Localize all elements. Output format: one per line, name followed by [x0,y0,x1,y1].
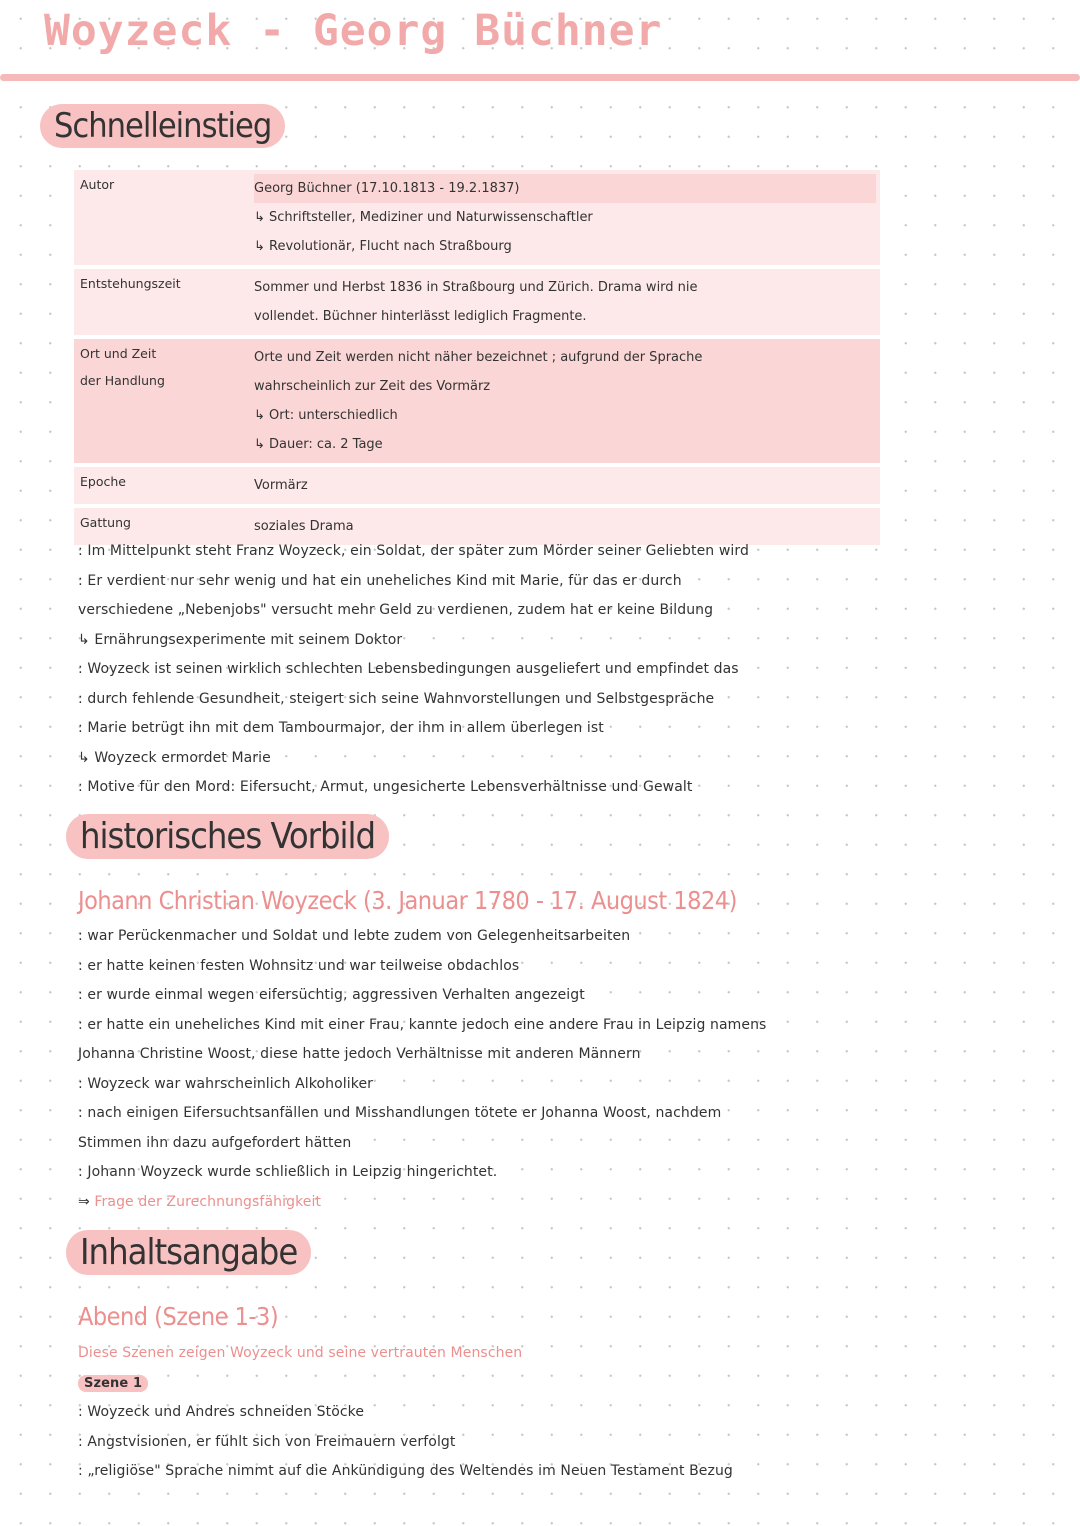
info-table [74,170,880,549]
note-line: verschiedene „Nebenjobs" versucht mehr Geld zu verdienen, zudem hat er keine Bildung [78,602,714,618]
note-line: ↳ Woyzeck ermordet Marie [78,749,271,766]
heading-label: Inhaltsangabe [66,1230,311,1275]
row-value: ↳ Dauer: ca. 2 Tage [254,437,383,452]
row-label: Epoche [80,474,126,489]
conclusion-text: Frage der Zurechnungsfähigkeit [94,1193,322,1210]
arrow-icon: ⇒ [78,1193,90,1210]
section-heading-quick-start [40,104,285,148]
row-label: Gattung [80,515,131,530]
note-line: : Im Mittelpunkt steht Franz Woyzeck, ein Soldat, der später zum Mörder seiner Geliebten wird [78,543,749,559]
note-line: : nach einigen Eifersuchtsanfällen und Misshandlungen tötete er Johanna Woost, nachdem [78,1105,722,1121]
row-value: ↳ Ort: unterschiedlich [254,408,398,423]
row-value: ↳ Revolutionär, Flucht nach Straßbourg [254,239,512,254]
note-line: : er wurde einmal wegen eifersüchtig, aggressiven Verhalten angezeigt [78,987,585,1003]
table-row-author [74,170,880,265]
table-row-place-time [74,339,880,463]
note-line: : Johann Woyzeck wurde schließlich in Leipzig hingerichtet. [78,1164,498,1180]
row-values [254,467,880,504]
note-line: : „religiöse" Sprache nimmt auf die Ankündigung des Weltendes im Neuen Testament Bezug [78,1463,733,1479]
note-line: : war Perückenmacher und Soldat und lebte zudem von Gelegenheitsarbeiten [78,928,631,944]
row-value: Vormärz [254,478,308,493]
note-line: : durch fehlende Gesundheit, steigert sich seine Wahnvorstellungen und Selbstgespräche [78,690,715,707]
row-label: Entstehungszeit [80,276,181,291]
summary-subtitle: Abend (Szene 1-3) [78,1302,279,1331]
historical-subtitle: Johann Christian Woyzeck (3. Januar 1780 - 17. August 1824) [78,886,737,915]
note-line: : Woyzeck und Andres schneiden Stöcke [78,1404,365,1420]
quick-start-notes [78,537,1068,803]
note-line: Johanna Christine Woost, diese hatte jedoch Verhältnisse mit anderen Männern [78,1046,641,1062]
note-line: : er hatte ein uneheliches Kind mit einer Frau, kannte jedoch eine andere Frau in Leipzig namens [78,1016,767,1033]
conclusion-line [78,1188,1068,1218]
note-line: : er hatte keinen festen Wohnsitz und war teilweise obdachlos [78,957,520,974]
historical-notes [78,922,1068,1217]
row-values [254,170,880,265]
page-title: Woyzeck - Georg Büchner [44,6,663,56]
table-row-origin [74,269,880,335]
note-line: : Woyzeck war wahrscheinlich Alkoholiker [78,1075,374,1092]
note-line: : Marie betrügt ihn mit dem Tambourmajor, der ihm in allem überlegen ist [78,720,604,736]
row-values [254,269,880,335]
summary-intro: Diese Szenen zeigen Woyzeck und seine vertrauten Menschen [78,1345,523,1361]
heading-label: Schnelleinstieg [40,104,285,148]
note-line: Stimmen ihn dazu aufgefordert hätten [78,1134,352,1151]
note-line: : Er verdient nur sehr wenig und hat ein uneheliches Kind mit Marie, für das er durch [78,572,682,589]
row-value: wahrscheinlich zur Zeit des Vormärz [254,379,491,394]
note-line: ↳ Ernährungsexperimente mit seinem Doktor [78,631,403,648]
scene-label-line [78,1369,1068,1399]
row-label: Ort und Zeit [80,346,157,361]
row-label: der Handlung [80,373,165,388]
row-value: vollendet. Büchner hinterlässt lediglich Fragmente. [254,309,587,324]
scene-label: Szene 1 [78,1375,148,1392]
row-value: Orte und Zeit werden nicht näher bezeichnet ; aufgrund der Sprache [254,350,703,365]
row-label: Autor [80,177,115,192]
note-line: : Motive für den Mord: Eifersucht, Armut, ungesicherte Lebensverhältnisse und Gewalt [78,779,693,795]
note-line: : Angstvisionen, er fühlt sich von Freimauern verfolgt [78,1433,456,1450]
note-line: : Woyzeck ist seinen wirklich schlechten Lebensbedingungen ausgeliefert und empfindet das [78,661,739,677]
section-heading-historical [66,814,389,859]
row-value: Sommer und Herbst 1836 in Straßbourg und Zürich. Drama wird nie [254,280,698,295]
title-underline [0,74,1080,81]
table-row-epoch [74,467,880,504]
row-value: soziales Drama [254,519,354,534]
row-label-group [74,339,254,463]
row-value: ↳ Schriftsteller, Mediziner und Naturwissenschaftler [254,210,593,225]
row-values [254,339,880,463]
section-heading-summary [66,1230,311,1275]
summary-notes [78,1339,1068,1487]
heading-label: historisches Vorbild [66,814,389,859]
row-value: Georg Büchner (17.10.1813 - 19.2.1837) [254,174,876,203]
